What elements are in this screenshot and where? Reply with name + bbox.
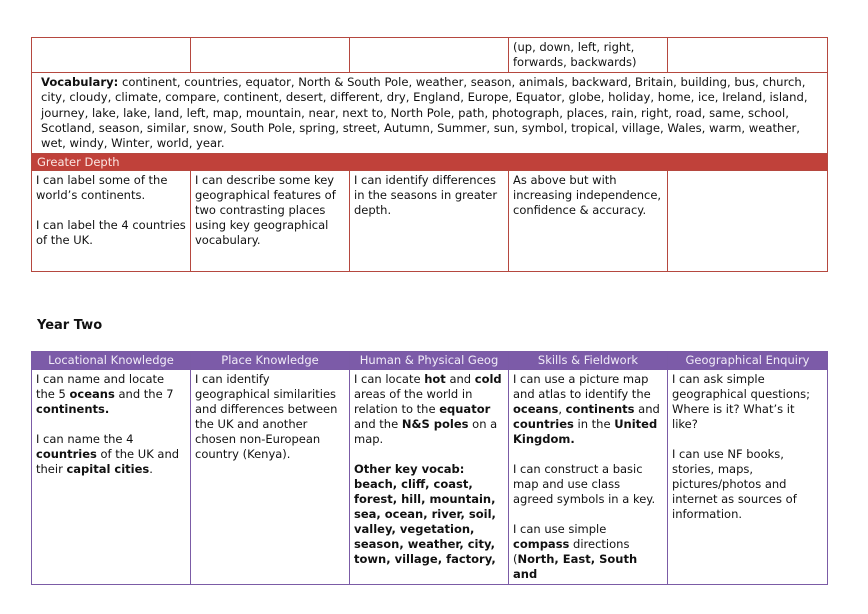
locational-knowledge-cell [32,370,191,585]
table-row [32,370,828,585]
vocabulary-text: continent, countries, equator, North & South Pole, weather, season, animals, backward, Britain, building, bus, church, city, cloudy, climate, compare, continent, desert, different, dry, England, Europe, Equator, globe, holiday, home, ice, Ireland, island, journey, lake, lake, land, left, map, mountain, near, next to, North Pole, path, photograph, places, rain, right, road, same, school, Scotland, season, similar, snow, South Pole, spring, street, Autumn, Summer, sun, symbol, tropical, village, Wales, warm, weather, wet, windy, Winter, world, year. [41,75,808,151]
cell-text: I can use NF books, stories, maps, pictures/photos and internet as sources of information. [672,447,797,521]
year-two-table [31,351,828,585]
skills-fieldwork-cell [509,370,668,585]
greater-depth-header-row [32,154,828,171]
vocabulary-cell [32,73,828,154]
table-cell [350,38,509,73]
table-cell [191,38,350,73]
geographical-enquiry-cell [668,370,828,585]
table-cell [32,171,191,272]
column-header: Locational Knowledge [32,352,191,370]
column-header: Human & Physical Geog [350,352,509,370]
header-row [32,352,828,370]
table-row [32,38,828,73]
cell-text: I can name and locate the 5 oceans and the 7 continents. [36,372,174,416]
cell-text: I can label the 4 countries of the UK. [36,218,186,248]
table-cell: I can describe some key geographical features of two contrasting places using key geographical vocabulary. [191,171,350,272]
cell-text: I can label some of the world’s continents. [36,173,168,203]
table-cell [668,38,828,73]
column-header: Skills & Fieldwork [509,352,668,370]
cell-text: I can use a picture map and atlas to identify the oceans, continents and countries in the United Kingdom. [513,372,660,446]
vocabulary-row [32,73,828,154]
directions-cell: (up, down, left, right, forwards, backwards) [509,38,668,73]
greater-depth-header: Greater Depth [32,154,828,171]
cell-text: I can locate hot and cold areas of the world in relation to the equator and the N&S poles on a map. [354,372,502,446]
table-cell: I can identify differences in the seasons in greater depth. [350,171,509,272]
place-knowledge-cell: I can identify geographical similarities and differences between the UK and another chosen non-European country (Kenya). [191,370,350,585]
column-header: Geographical Enquiry [668,352,828,370]
table-cell [32,38,191,73]
cell-text: I can construct a basic map and use class agreed symbols in a key. [513,462,656,506]
cell-text: I can ask simple geographical questions; Where is it? What’s it like? [672,372,811,431]
table-cell: As above but with increasing independence, confidence & accuracy. [509,171,668,272]
year-one-table-fragment [31,37,828,272]
vocabulary-label: Vocabulary: [41,75,119,89]
table-cell [668,171,828,272]
human-physical-cell [350,370,509,585]
cell-text: I can use simple compass directions (North, East, South and [513,522,638,581]
greater-depth-row [32,171,828,272]
year-two-heading: Year Two [37,318,103,333]
cell-text: I can name the 4 countries of the UK and their capital cities. [36,432,180,476]
column-header: Place Knowledge [191,352,350,370]
key-vocab-text: Other key vocab: beach, cliff, coast, forest, hill, mountain, sea, ocean, river, soil, valley, vegetation, season, weather, city, town, village, factory, [354,462,496,566]
